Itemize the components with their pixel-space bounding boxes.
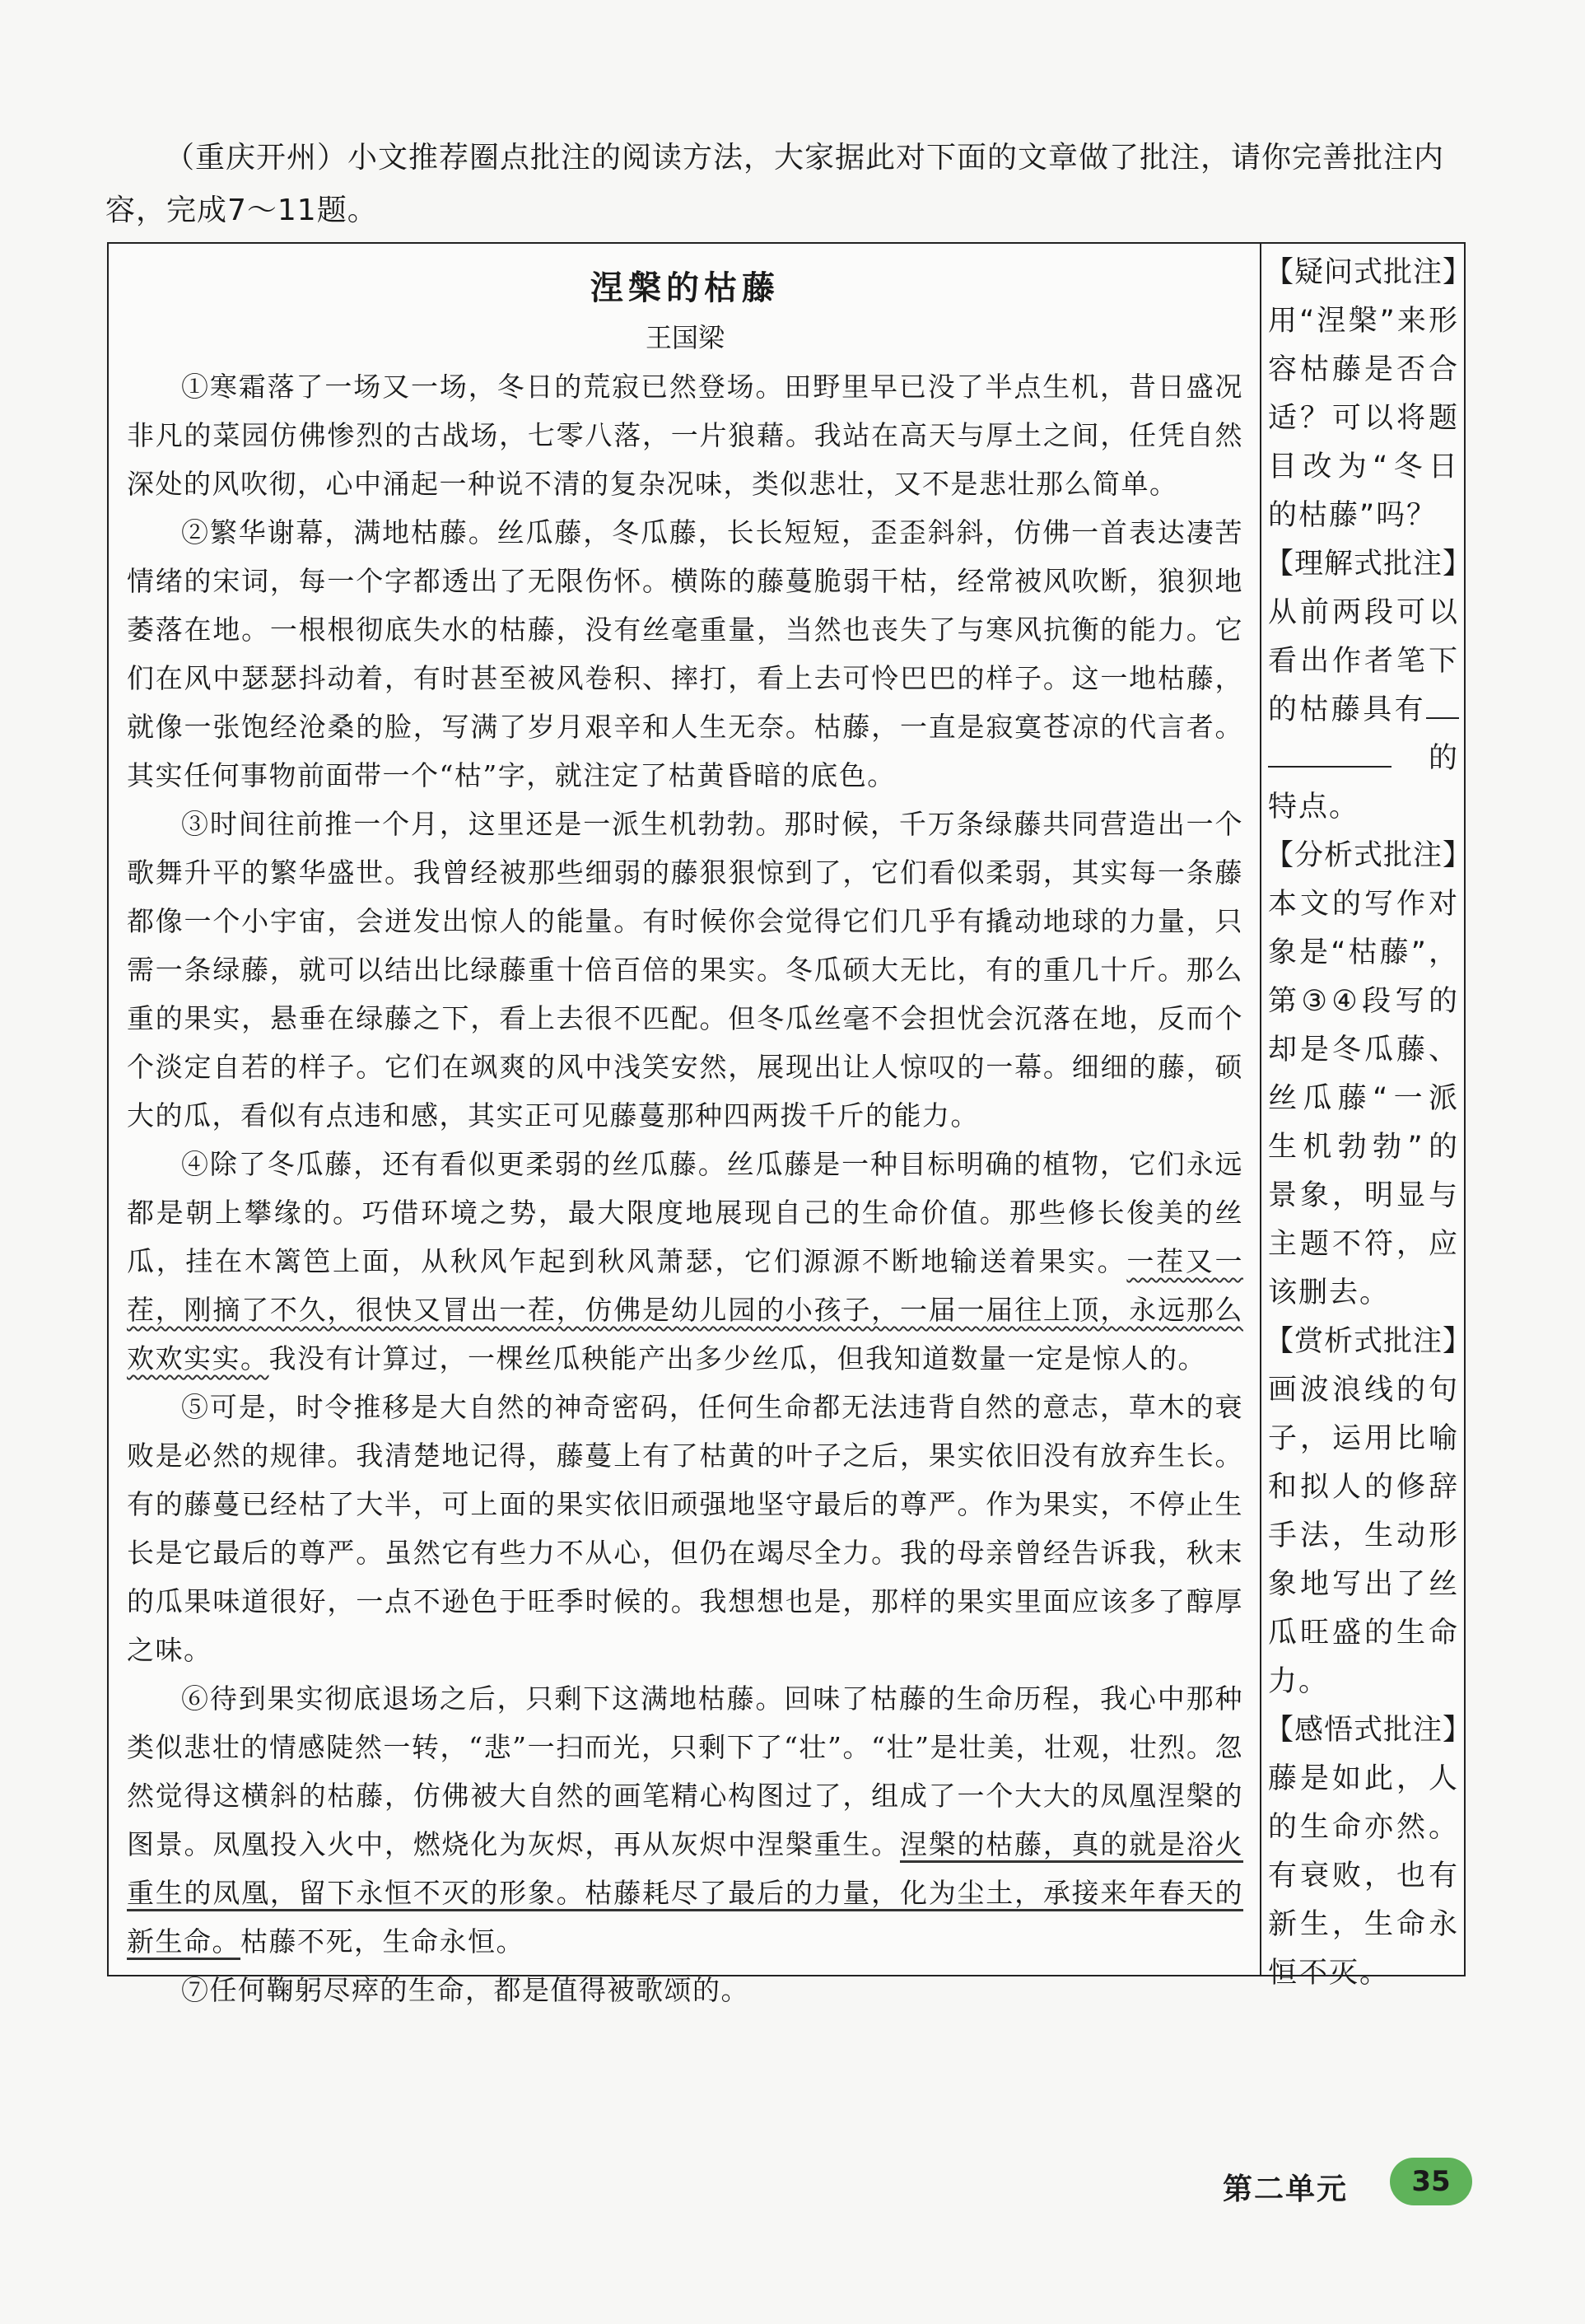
note-question	[1261, 249, 1473, 540]
note-understanding-body	[1268, 589, 1459, 832]
note-appreciation-body: 画波浪线的句子，运用比喻和拟人的修辞手法，生动形象地写出了丝瓜旺盛的生命力。	[1268, 1374, 1459, 1698]
annotation-column	[1261, 244, 1473, 1990]
note-insight	[1261, 1706, 1473, 1998]
unit-label: 第二单元	[1223, 2172, 1349, 2206]
paragraph-6-end: 枯藤不死，生命永恒。	[240, 1925, 524, 1958]
intro-text: （重庆开州）小文推荐圈点批注的阅读方法，大家据此对下面的文章做了批注，请你完善批注内容，完成7～11题。	[105, 141, 1445, 227]
paragraph-7: ⑦任何鞠躬尽瘁的生命，都是值得被歌颂的。	[181, 1974, 749, 2006]
article-column	[109, 244, 1261, 2006]
underlined-sentence: 涅槃的枯藤，真的就是浴火重生的凤凰，留下永恒不灭的形象。枯藤耗尽了最后的力量，化为尘土，承接来年春天的新生命。	[127, 1828, 1244, 1958]
paragraph-5: ⑤可是，时令推移是大自然的神奇密码，任何生命都无法违背自然的意志，草木的衰败是必然的规律。我清楚地记得，藤蔓上有了枯黄的叶子之后，果实依旧没有放弃生长。有的藤蔓已经枯了大半，可上面的果实依旧顽强地坚守最后的尊严。作为果实，不停止生长是它最后的尊严。虽然它有些力不从心，但仍在竭尽全力。我的母亲曾经告诉我，秋末的瓜果味道很好，一点不逊色于旺季时候的。我想想也是，那样的果实里面应该多了醇厚之味。	[127, 1391, 1243, 1666]
note-understanding-text-c: 特点。	[1268, 791, 1360, 824]
note-question-body: 用“涅槃”来形容枯藤是否合适？可以将题目改为“冬日的枯藤”吗？	[1268, 305, 1459, 532]
note-understanding-text-b: 的	[1428, 742, 1459, 775]
page-number-badge: 35	[1390, 2158, 1472, 2205]
answer-blank-long[interactable]	[1268, 741, 1392, 768]
note-understanding	[1261, 540, 1473, 832]
paragraph-3: ③时间往前推一个月，这里还是一派生机勃勃。那时候，千万条绿藤共同营造出一个歌舞升平的繁华盛世。我曾经被那些细弱的藤狠狠惊到了，它们看似柔弱，其实每一条藤都像一个小宇宙，会迸发出惊人的能量。有时候你会觉得它们几乎有撬动地球的力量，只需一条绿藤，就可以结出比绿藤重十倍百倍的果实。冬瓜硕大无比，有的重几十斤。那么重的果实，悬垂在绿藤之下，看上去很不匹配。但冬瓜丝毫不会担忧会沉落在地，反而个个淡定自若的样子。它们在飒爽的风中浅笑安然，展现出让人惊叹的一幕。细细的藤，硕大的瓜，看似有点违和感，其实正可见藤蔓那种四两拨千斤的能力。	[127, 808, 1243, 1132]
reading-frame	[107, 242, 1473, 2006]
note-appreciation-title: 【赏析式批注】	[1265, 1325, 1473, 1358]
note-analysis-title: 【分析式批注】	[1265, 839, 1473, 872]
paragraph-6	[127, 1674, 1243, 1966]
note-analysis	[1261, 832, 1473, 1318]
article-author: 王国梁	[645, 322, 725, 353]
paragraph-4-end: 我没有计算过，一棵丝瓜秧能产出多少丝瓜，但我知道数量一定是惊人的。	[268, 1342, 1206, 1374]
answer-blank-short[interactable]	[1426, 693, 1459, 719]
paragraph-4	[127, 1140, 1243, 1383]
note-understanding-title: 【理解式批注】	[1265, 548, 1473, 581]
paragraph-4-start: ④除了冬瓜藤，还有看似更柔弱的丝瓜藤。丝瓜藤是一种目标明确的植物，它们永远都是朝上攀缘的。巧借环境之势，最大限度地展现自己的生命价值。那些修长俊美的丝瓜，挂在木篱笆上面，从秋风乍起到秋风萧瑟，它们源源不断地输送着果实。	[127, 1148, 1243, 1277]
wavy-underlined-sentence: 一茬又一茬，刚摘了不久，很快又冒出一茬，仿佛是幼儿园的小孩子，一届一届往上顶，永远那么欢欢实实。	[127, 1245, 1244, 1374]
article-title: 涅槃的枯藤	[590, 268, 780, 307]
paragraph-2: ②繁华谢幕，满地枯藤。丝瓜藤，冬瓜藤，长长短短，歪歪斜斜，仿佛一首表达凄苦情绪的宋词，每一个字都透出了无限伤怀。横陈的藤蔓脆弱干枯，经常被风吹断，狼狈地萎落在地。一根根彻底失水的枯藤，没有丝毫重量，当然也丧失了与寒风抗衡的能力。它们在风中瑟瑟抖动着，有时甚至被风卷积、摔打，看上去可怜巴巴的样子。这一地枯藤，就像一张饱经沧桑的脸，写满了岁月艰辛和人生无奈。枯藤，一直是寂寞苍凉的代言者。其实任何事物前面带一个“枯”字，就注定了枯黄昏暗的底色。	[127, 516, 1243, 791]
note-analysis-body: 本文的写作对象是“枯藤”，第③④段写的却是冬瓜藤、丝瓜藤“一派生机勃勃”的景象，明显与主题不符，应该删去。	[1268, 888, 1459, 1309]
note-insight-body: 藤是如此，人的生命亦然。有衰败，也有新生，生命永恒不灭。	[1268, 1762, 1459, 1990]
note-insight-title: 【感悟式批注】	[1265, 1714, 1473, 1747]
paragraph-1: ①寒霜落了一场又一场，冬日的荒寂已然登场。田野里早已没了半点生机，昔日盛况非凡的菜园仿佛惨烈的古战场，七零八落，一片狼藉。我站在高天与厚土之间，任凭自然深处的风吹彻，心中涌起一种说不清的复杂况味，类似悲壮，又不是悲壮那么简单。	[127, 371, 1243, 500]
note-appreciation	[1261, 1318, 1473, 1706]
note-question-title: 【疑问式批注】	[1265, 256, 1473, 289]
note-understanding-text-a: 从前两段可以看出作者笔下的枯藤具有	[1268, 596, 1459, 726]
paragraph-6-start: ⑥待到果实彻底退场之后，只剩下这满地枯藤。回味了枯藤的生命历程，我心中那种类似悲壮的情感陡然一转，“悲”一扫而光，只剩下了“壮”。“壮”是壮美，壮观，壮烈。忽然觉得这横斜的枯藤，仿佛被大自然的画笔精心构图过了，组成了一个大大的凤凰涅槃的图景。凤凰投入火中，燃烧化为灰烬，再从灰烬中涅槃重生。	[127, 1682, 1243, 1860]
